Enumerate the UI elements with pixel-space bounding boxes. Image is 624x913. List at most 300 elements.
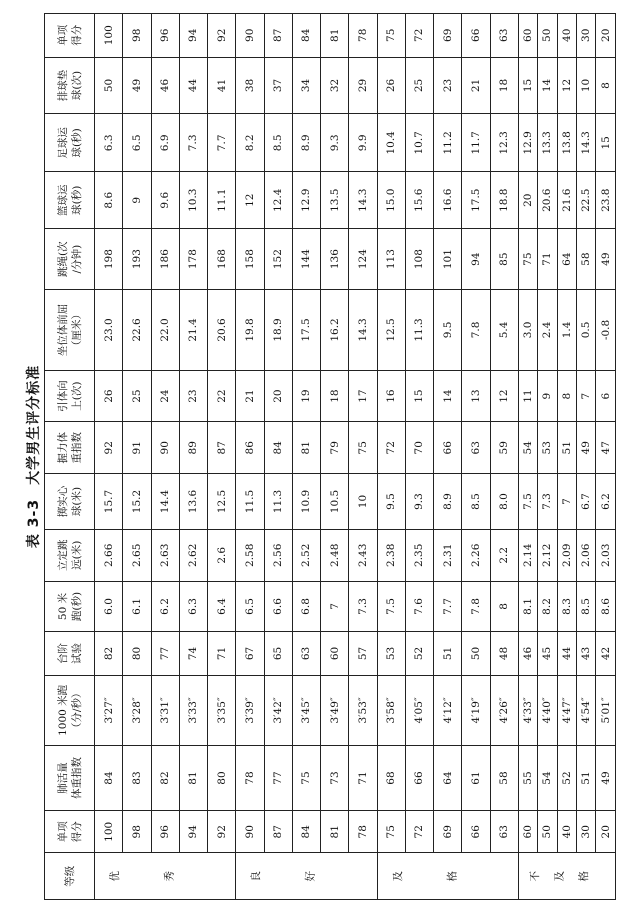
- table-cell: 8.9: [434, 474, 462, 530]
- table-cell: 8.6: [95, 172, 123, 229]
- table-cell: 2.63: [151, 529, 179, 581]
- table-row: [596, 14, 616, 900]
- table-cell: 66: [462, 14, 490, 58]
- table-cell: 60: [518, 14, 537, 58]
- table-cell: 11.3: [405, 290, 433, 371]
- table-cell: 90: [151, 422, 179, 474]
- table-cell: 10.7: [405, 114, 433, 172]
- table-cell: 38: [236, 57, 264, 114]
- table-cell: 6.0: [95, 581, 123, 632]
- table-cell: 7: [577, 370, 596, 422]
- table-cell: 23: [434, 57, 462, 114]
- table-cell: 75: [292, 745, 320, 810]
- table-cell: 17: [349, 370, 377, 422]
- table-cell: 14.3: [577, 114, 596, 172]
- table-cell: 63: [490, 811, 518, 853]
- table-cell: 6.2: [596, 474, 616, 530]
- table-cell: 15: [405, 370, 433, 422]
- table-cell: 198: [95, 229, 123, 290]
- table-row: [208, 14, 236, 900]
- table-cell: 20: [264, 370, 292, 422]
- table-cell: 2.14: [518, 529, 537, 581]
- table-cell: 77: [264, 745, 292, 810]
- table-cell: 40: [557, 14, 576, 58]
- table-row: [557, 14, 576, 900]
- table-cell: 12.9: [518, 114, 537, 172]
- table-cell: 9.3: [405, 474, 433, 530]
- table-title-text: 大学男生评分标准: [26, 364, 42, 485]
- table-cell: 63: [292, 632, 320, 675]
- table-cell: 2.03: [596, 529, 616, 581]
- table-cell: 55: [518, 745, 537, 810]
- table-cell: 84: [292, 14, 320, 58]
- table-cell: 89: [179, 422, 207, 474]
- table-cell: 84: [264, 422, 292, 474]
- table-cell: 6.1: [123, 581, 151, 632]
- table-cell: 8.5: [462, 474, 490, 530]
- table-cell: 6.3: [95, 114, 123, 172]
- header-cell: 引体向 上(次): [45, 370, 95, 422]
- table-cell: 22.5: [577, 172, 596, 229]
- table-cell: 60: [321, 632, 349, 675]
- table-cell: 46: [151, 57, 179, 114]
- table-cell: 16.2: [321, 290, 349, 371]
- table-cell: 14: [434, 370, 462, 422]
- table-cell: 8.3: [557, 581, 576, 632]
- table-cell: 6.6: [264, 581, 292, 632]
- table-cell: 23.0: [95, 290, 123, 371]
- table-cell: 168: [208, 229, 236, 290]
- table-header: [45, 14, 95, 900]
- table-cell: 68: [377, 745, 405, 810]
- table-cell: 144: [292, 229, 320, 290]
- header-cell: 排球垫 球(次): [45, 57, 95, 114]
- table-cell: 30: [577, 14, 596, 58]
- table-cell: 8.5: [264, 114, 292, 172]
- table-cell: 83: [123, 745, 151, 810]
- table-cell: 5′01″: [596, 675, 616, 745]
- table-cell: 100: [95, 14, 123, 58]
- table-cell: 21.4: [179, 290, 207, 371]
- table-cell: 7.8: [462, 290, 490, 371]
- table-cell: 94: [462, 229, 490, 290]
- table-row: [236, 14, 264, 900]
- table-cell: 2.43: [349, 529, 377, 581]
- table-cell: 12: [557, 57, 576, 114]
- table-cell: 51: [557, 422, 576, 474]
- table-cell: 70: [405, 422, 433, 474]
- table-cell: 9.5: [434, 290, 462, 371]
- table-cell: 6.4: [208, 581, 236, 632]
- table-cell: 2.06: [577, 529, 596, 581]
- table-cell: 98: [123, 811, 151, 853]
- header-cell: 足球运 球(秒): [45, 114, 95, 172]
- table-cell: 12: [236, 172, 264, 229]
- table-cell: 44: [557, 632, 576, 675]
- table-cell: 3′27″: [95, 675, 123, 745]
- table-cell: 19.8: [236, 290, 264, 371]
- grade-label: 及格: [391, 870, 501, 883]
- table-cell: 13.6: [179, 474, 207, 530]
- table-cell: 13.3: [538, 114, 557, 172]
- table-cell: 2.26: [462, 529, 490, 581]
- table-cell: 12.5: [377, 290, 405, 371]
- table-cell: 25: [405, 57, 433, 114]
- table-cell: 71: [208, 632, 236, 675]
- table-cell: 7.5: [377, 581, 405, 632]
- table-cell: 10.9: [292, 474, 320, 530]
- table-cell: 92: [208, 14, 236, 58]
- table-cell: 41: [208, 57, 236, 114]
- table-cell: 6.5: [236, 581, 264, 632]
- table-cell: 22.0: [151, 290, 179, 371]
- table-cell: 90: [236, 14, 264, 58]
- table-cell: 26: [95, 370, 123, 422]
- table-cell: 75: [518, 229, 537, 290]
- table-cell: 59: [490, 422, 518, 474]
- table-cell: 34: [292, 57, 320, 114]
- table-cell: 136: [321, 229, 349, 290]
- table-cell: 3′33″: [179, 675, 207, 745]
- table-cell: 22.6: [123, 290, 151, 371]
- table-cell: 51: [434, 632, 462, 675]
- table-cell: 60: [518, 811, 537, 853]
- table-cell: 69: [434, 811, 462, 853]
- table-cell: 6.7: [577, 474, 596, 530]
- table-cell: 65: [264, 632, 292, 675]
- table-cell: 8.5: [577, 581, 596, 632]
- table-cell: 9: [123, 172, 151, 229]
- table-cell: 8: [557, 370, 576, 422]
- table-cell: 124: [349, 229, 377, 290]
- table-cell: 47: [596, 422, 616, 474]
- table-cell: 9.3: [321, 114, 349, 172]
- table-cell: 15.6: [405, 172, 433, 229]
- table-cell: 7.8: [462, 581, 490, 632]
- table-cell: 75: [349, 422, 377, 474]
- table-cell: 186: [151, 229, 179, 290]
- table-row: [95, 14, 123, 900]
- table-cell: 20: [596, 14, 616, 58]
- table-cell: 13.5: [321, 172, 349, 229]
- table-cell: 37: [264, 57, 292, 114]
- table-cell: 21: [462, 57, 490, 114]
- header-cell: 坐位体前屈 （厘米）: [45, 290, 95, 371]
- table-cell: 91: [123, 422, 151, 474]
- table-row: [179, 14, 207, 900]
- table-cell: 79: [321, 422, 349, 474]
- table-cell: 49: [577, 422, 596, 474]
- table-cell: 178: [179, 229, 207, 290]
- table-cell: 13: [462, 370, 490, 422]
- table-cell: 7.3: [179, 114, 207, 172]
- table-body: [95, 14, 616, 900]
- table-cell: 84: [95, 745, 123, 810]
- table-cell: 3.0: [518, 290, 537, 371]
- table-cell: 48: [490, 632, 518, 675]
- table-row: [577, 14, 596, 900]
- table-cell: 10: [349, 474, 377, 530]
- table-cell: 43: [577, 632, 596, 675]
- table-cell: 30: [577, 811, 596, 853]
- table-cell: 49: [596, 229, 616, 290]
- table-cell: 8.0: [490, 474, 518, 530]
- table-cell: 78: [349, 811, 377, 853]
- table-cell: 2.35: [405, 529, 433, 581]
- table-cell: 8: [596, 57, 616, 114]
- table-cell: 18.8: [490, 172, 518, 229]
- table-number: 表 3-3: [26, 498, 42, 549]
- table-cell: 2.48: [321, 529, 349, 581]
- table-cell: 7.7: [208, 114, 236, 172]
- table-cell: 6.8: [292, 581, 320, 632]
- table-cell: 7.3: [538, 474, 557, 530]
- table-cell: 9: [538, 370, 557, 422]
- table-cell: 18: [321, 370, 349, 422]
- table-cell: 66: [462, 811, 490, 853]
- table-cell: 49: [123, 57, 151, 114]
- table-cell: 4′54″: [577, 675, 596, 745]
- table-cell: 21.6: [557, 172, 576, 229]
- table-cell: 80: [208, 745, 236, 810]
- table-cell: 85: [490, 229, 518, 290]
- table-cell: 40: [557, 811, 576, 853]
- table-cell: 6.9: [151, 114, 179, 172]
- table-cell: 52: [557, 745, 576, 810]
- header-cell: 掷实心 球(米): [45, 474, 95, 530]
- table-cell: 74: [179, 632, 207, 675]
- table-cell: 11: [518, 370, 537, 422]
- table-cell: 61: [462, 745, 490, 810]
- table-cell: 11.5: [236, 474, 264, 530]
- table-cell: 2.09: [557, 529, 576, 581]
- table-row: [405, 14, 433, 900]
- table-cell: 4′26″: [490, 675, 518, 745]
- table-cell: 13.8: [557, 114, 576, 172]
- table-cell: 81: [321, 811, 349, 853]
- grade-cell: [377, 853, 518, 900]
- table-cell: 50: [95, 57, 123, 114]
- table-cell: 63: [462, 422, 490, 474]
- table-cell: 81: [321, 14, 349, 58]
- table-cell: 8.1: [518, 581, 537, 632]
- table-cell: 71: [538, 229, 557, 290]
- table-cell: 84: [292, 811, 320, 853]
- grade-label: 良好: [250, 870, 360, 883]
- table-cell: 15: [596, 114, 616, 172]
- table-cell: 92: [208, 811, 236, 853]
- table-row: [434, 14, 462, 900]
- table-cell: 5.4: [490, 290, 518, 371]
- table-cell: 45: [538, 632, 557, 675]
- table-cell: 7.3: [349, 581, 377, 632]
- table-cell: 2.4: [538, 290, 557, 371]
- table-cell: 7.6: [405, 581, 433, 632]
- table-cell: 23.8: [596, 172, 616, 229]
- table-cell: 2.6: [208, 529, 236, 581]
- table-cell: 17.5: [292, 290, 320, 371]
- table-cell: 17.5: [462, 172, 490, 229]
- table-cell: 81: [292, 422, 320, 474]
- table-cell: 14.4: [151, 474, 179, 530]
- table-cell: 18: [490, 57, 518, 114]
- table-cell: 7.5: [518, 474, 537, 530]
- table-cell: 77: [151, 632, 179, 675]
- table-cell: 46: [518, 632, 537, 675]
- table-cell: 82: [95, 632, 123, 675]
- table-cell: 11.1: [208, 172, 236, 229]
- table-row: [349, 14, 377, 900]
- table-row: [462, 14, 490, 900]
- table-row: [377, 14, 405, 900]
- table-cell: 3′58″: [377, 675, 405, 745]
- table-cell: 72: [405, 14, 433, 58]
- table-cell: 8.6: [596, 581, 616, 632]
- table-cell: 50: [462, 632, 490, 675]
- table-cell: 23: [179, 370, 207, 422]
- table-cell: 4′19″: [462, 675, 490, 745]
- header-row: [45, 14, 95, 900]
- grade-cell: [518, 853, 615, 900]
- table-cell: 75: [377, 14, 405, 58]
- header-cell: 等级: [45, 853, 95, 900]
- table-cell: 3′35″: [208, 675, 236, 745]
- table-cell: 72: [405, 811, 433, 853]
- table-cell: 7.7: [434, 581, 462, 632]
- table-row: [264, 14, 292, 900]
- table-cell: 50: [538, 811, 557, 853]
- table-cell: 53: [538, 422, 557, 474]
- table-cell: 2.52: [292, 529, 320, 581]
- table-cell: 82: [151, 745, 179, 810]
- table-cell: 14.3: [349, 172, 377, 229]
- table-cell: 51: [577, 745, 596, 810]
- table-cell: 19: [292, 370, 320, 422]
- table-cell: 9.6: [151, 172, 179, 229]
- table-cell: 12.3: [490, 114, 518, 172]
- table-row: [292, 14, 320, 900]
- table-cell: 63: [490, 14, 518, 58]
- table-row: [518, 14, 537, 900]
- table-cell: 6.2: [151, 581, 179, 632]
- table-cell: 6: [596, 370, 616, 422]
- table-cell: 2.58: [236, 529, 264, 581]
- table-cell: 10: [577, 57, 596, 114]
- table-cell: 3′39″: [236, 675, 264, 745]
- grade-cell: [95, 853, 236, 900]
- table-cell: 8.2: [236, 114, 264, 172]
- table-cell: 58: [577, 229, 596, 290]
- table-cell: 54: [518, 422, 537, 474]
- table-cell: 6.3: [179, 581, 207, 632]
- table-cell: 87: [264, 14, 292, 58]
- table-cell: 44: [179, 57, 207, 114]
- table-cell: 87: [264, 811, 292, 853]
- table-cell: 11.3: [264, 474, 292, 530]
- table-cell: 98: [123, 14, 151, 58]
- table-cell: 14: [538, 57, 557, 114]
- table-cell: 4′47″: [557, 675, 576, 745]
- table-cell: 12: [490, 370, 518, 422]
- table-cell: 20: [596, 811, 616, 853]
- table-cell: 3′45″: [292, 675, 320, 745]
- table-cell: 1.4: [557, 290, 576, 371]
- table-cell: 66: [405, 745, 433, 810]
- table-cell: 50: [538, 14, 557, 58]
- header-cell: 跳绳(次 /分钟): [45, 229, 95, 290]
- table-cell: 16.6: [434, 172, 462, 229]
- table-cell: 10.3: [179, 172, 207, 229]
- table-cell: 2.62: [179, 529, 207, 581]
- table-cell: 86: [236, 422, 264, 474]
- table-row: [490, 14, 518, 900]
- table-row: [538, 14, 557, 900]
- table-cell: 152: [264, 229, 292, 290]
- table-cell: 80: [123, 632, 151, 675]
- table-cell: 0.5: [577, 290, 596, 371]
- table-cell: 52: [405, 632, 433, 675]
- table-cell: 75: [377, 811, 405, 853]
- table-cell: 2.56: [264, 529, 292, 581]
- table-cell: 32: [321, 57, 349, 114]
- table-cell: 3′53″: [349, 675, 377, 745]
- table-cell: 25: [123, 370, 151, 422]
- table-cell: 101: [434, 229, 462, 290]
- grade-label: 不及格: [528, 870, 603, 883]
- table-cell: 158: [236, 229, 264, 290]
- table-cell: 94: [179, 811, 207, 853]
- table-cell: 58: [490, 745, 518, 810]
- table-cell: 108: [405, 229, 433, 290]
- table-cell: 92: [95, 422, 123, 474]
- table-cell: 22: [208, 370, 236, 422]
- table-cell: 12.5: [208, 474, 236, 530]
- table-cell: 3′42″: [264, 675, 292, 745]
- table-cell: 7: [557, 474, 576, 530]
- table-cell: 57: [349, 632, 377, 675]
- table-row: [321, 14, 349, 900]
- table-cell: 42: [596, 632, 616, 675]
- table-cell: 29: [349, 57, 377, 114]
- table-cell: 10.5: [321, 474, 349, 530]
- header-cell: 肺活量 体重指数: [45, 745, 95, 810]
- table-cell: 15.0: [377, 172, 405, 229]
- grade-cell: [236, 853, 377, 900]
- table-cell: 73: [321, 745, 349, 810]
- table-cell: 87: [208, 422, 236, 474]
- table-cell: 10.4: [377, 114, 405, 172]
- table-cell: 3′28″: [123, 675, 151, 745]
- table-cell: 8: [490, 581, 518, 632]
- table-row: [123, 14, 151, 900]
- header-cell: 立定跳 远(米): [45, 529, 95, 581]
- scoring-table: [44, 13, 616, 900]
- table-cell: 9.5: [377, 474, 405, 530]
- table-cell: -0.8: [596, 290, 616, 371]
- table-cell: 14.3: [349, 290, 377, 371]
- table-cell: 81: [179, 745, 207, 810]
- table-cell: 2.12: [538, 529, 557, 581]
- table-cell: 8.9: [292, 114, 320, 172]
- table-cell: 15.7: [95, 474, 123, 530]
- table-cell: 6.5: [123, 114, 151, 172]
- table-cell: 4′40″: [538, 675, 557, 745]
- table-cell: 12.9: [292, 172, 320, 229]
- table-cell: 2.2: [490, 529, 518, 581]
- header-cell: 50 米 跑(秒): [45, 581, 95, 632]
- table-cell: 96: [151, 811, 179, 853]
- table-cell: 100: [95, 811, 123, 853]
